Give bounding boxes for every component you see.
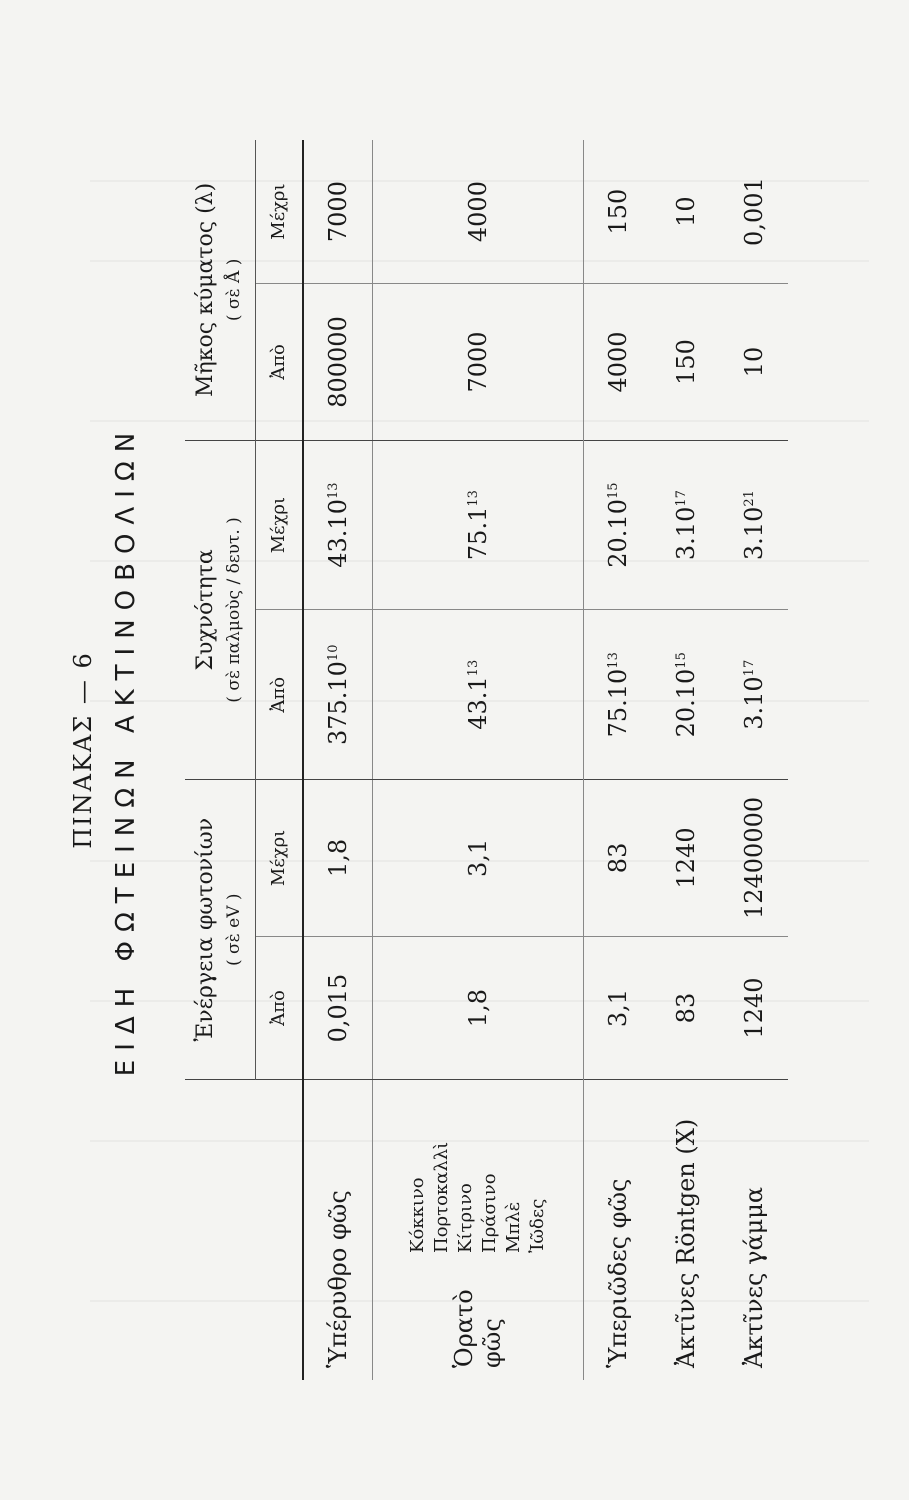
frequency-to-cell: 20.10$^{15}$ — [584, 440, 653, 610]
energy-from-cell: 3,1 — [584, 936, 653, 1080]
energy-from-cell: 1240 — [720, 936, 788, 1080]
frequency-header: Συχνότητα ( σὲ παλμοὺς / δευτ. ) — [185, 440, 256, 779]
frequency-from-cell: 3.10$^{17}$ — [720, 610, 788, 780]
wavelength-from-cell: 10 — [720, 284, 788, 441]
wavelength-to-cell: 150 — [584, 140, 653, 284]
energy-from-cell: 0,015 — [303, 936, 373, 1080]
wavelength-from-cell: 800000 — [303, 284, 373, 441]
wavelength-to-cell: 10 — [652, 140, 720, 284]
wavelength-from-header: Ἀπὸ — [256, 284, 304, 441]
kind-label: Ὁρατὸ φῶς — [450, 1289, 506, 1368]
wavelength-header: Μῆκος κύματος (λ) ( σὲ Å ) — [185, 140, 256, 440]
frequency-to-cell: 75.1$^{13}$ — [373, 440, 584, 610]
frequency-from-cell: 20.10$^{15}$ — [652, 610, 720, 780]
table-row — [584, 140, 653, 1380]
frequency-from-cell: 43.1$^{13}$ — [373, 610, 584, 780]
frequency-to-cell: 3.10$^{17}$ — [652, 440, 720, 610]
kind-header — [185, 1080, 303, 1380]
kind-cell: Ὑπέρυθρο φῶς — [324, 1190, 352, 1368]
table-row — [652, 140, 720, 1380]
frequency-from-cell: 375.10$^{10}$ — [303, 610, 373, 780]
table-row — [373, 140, 584, 1380]
energy-from-cell: 1,8 — [373, 936, 584, 1080]
wavelength-to-cell: 0,001 — [720, 140, 788, 284]
color-item: Μπλὲ — [503, 1201, 524, 1253]
frequency-to-cell: 3.10$^{21}$ — [720, 440, 788, 610]
kind-cell — [373, 1080, 584, 1380]
wavelength-from-cell: 4000 — [584, 284, 653, 441]
kind-cell: Ὑπεριῶδες φῶς — [604, 1178, 632, 1368]
frequency-from-header: Ἀπὸ — [256, 610, 304, 780]
frequency-from-cell: 75.10$^{13}$ — [584, 610, 653, 780]
table-row — [303, 140, 373, 1380]
energy-to-cell: 1,8 — [303, 780, 373, 937]
energy-to-cell: 3,1 — [373, 780, 584, 937]
energy-to-cell: 12400000 — [720, 780, 788, 937]
color-item: Ἰῶδες — [527, 1198, 548, 1253]
kind-cell: Ἀκτῖνες Röntgen (X) — [672, 1118, 700, 1368]
energy-to-header: Μέχρι — [256, 780, 304, 937]
color-item: Κίτρινο — [455, 1183, 476, 1253]
table-subtitle: ΕΙΔΗ ΦΩΤΕΙΝΩΝ ΑΚΤΙΝΟΒΟΛΙΩΝ — [111, 423, 141, 1077]
energy-to-cell: 1240 — [652, 780, 720, 937]
wavelength-to-header: Μέχρι — [256, 140, 304, 284]
rotated-table-page — [69, 120, 768, 1380]
wavelength-to-cell: 4000 — [373, 140, 584, 284]
color-item: Κόκκινο — [407, 1177, 428, 1253]
table-row — [720, 140, 788, 1380]
table-title: ΠΙΝΑΚΑΣ — 6 — [69, 651, 97, 849]
energy-from-cell: 83 — [652, 936, 720, 1080]
energy-header: Ἐνέργεια φωτονίων ( σὲ eV ) — [185, 780, 256, 1080]
wavelength-from-cell: 150 — [652, 284, 720, 441]
kind-cell: Ἀκτῖνες γάμμα — [740, 1186, 768, 1368]
energy-from-header: Ἀπὸ — [256, 936, 304, 1080]
color-item: Πορτοκαλλὶ — [431, 1141, 452, 1253]
wavelength-to-cell: 7000 — [303, 140, 373, 284]
visible-colors-list — [406, 1142, 550, 1253]
wavelength-from-cell: 7000 — [373, 284, 584, 441]
frequency-to-header: Μέχρι — [256, 440, 304, 610]
radiation-table — [185, 140, 788, 1380]
frequency-to-cell: 43.10$^{13}$ — [303, 440, 373, 610]
color-item: Πράσινο — [479, 1173, 500, 1253]
energy-to-cell: 83 — [584, 780, 653, 937]
